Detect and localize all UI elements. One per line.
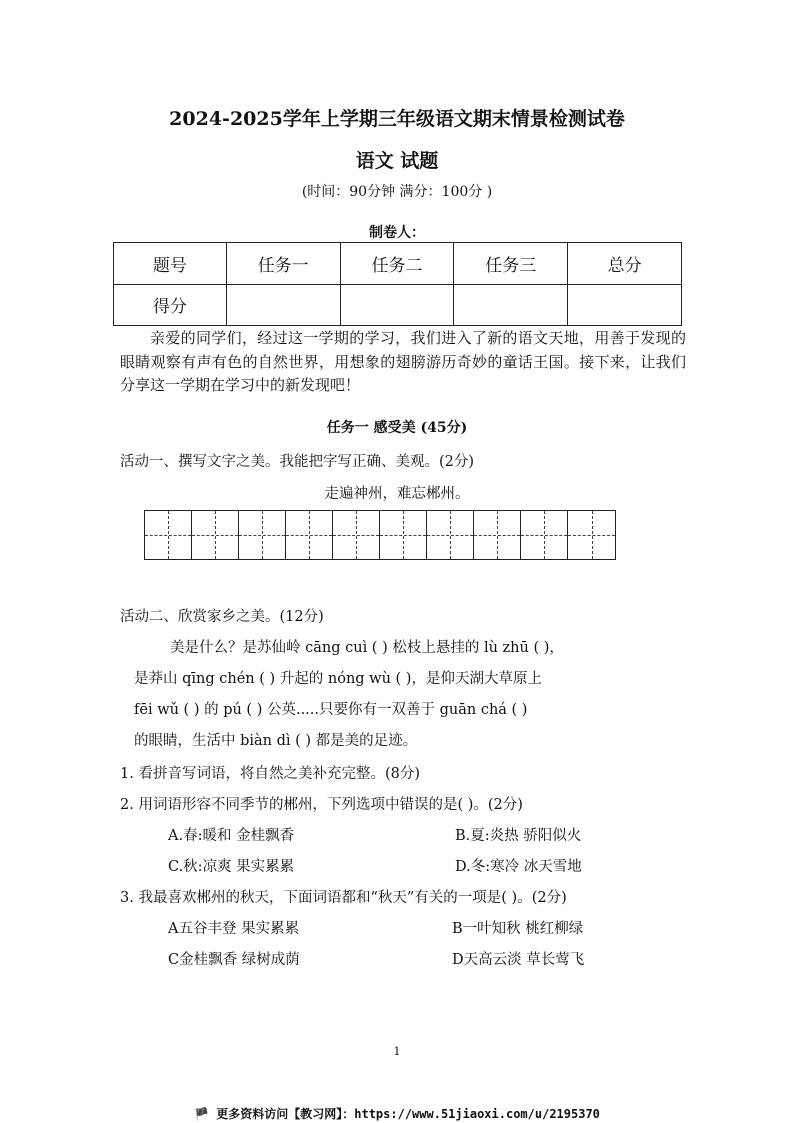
q3-option-c[interactable]: C金桂飘香 绿树成荫 xyxy=(168,952,300,968)
q2-option-b[interactable]: B.夏:炎热 骄阳似火 xyxy=(455,828,582,844)
q3-option-d[interactable]: D天高云淡 草长莺飞 xyxy=(452,952,585,968)
score-header-cell: 任务三 xyxy=(454,243,568,285)
exam-meta: (时间：90分钟 满分：100分 ) xyxy=(301,184,493,200)
activity2-title: 活动二、欣赏家乡之美。(12分) xyxy=(120,609,324,625)
grid-cell[interactable] xyxy=(192,511,239,559)
copy-sentence: 走遍神州，难忘郴州。 xyxy=(324,486,470,502)
grid-cell[interactable] xyxy=(239,511,286,559)
task1-heading: 任务一 感受美 (45分) xyxy=(326,420,468,436)
score-header-cell: 总分 xyxy=(568,243,682,285)
question-2: 2. 用词语形容不同季节的郴州，下列选项中错误的是( )。(2分) xyxy=(120,797,523,813)
grid-cell[interactable] xyxy=(568,511,615,559)
score-cell-task3[interactable] xyxy=(454,284,568,326)
score-table-score-row xyxy=(114,284,682,326)
exam-title: 2024-2025学年上学期三年级语文期末情景检测试卷 xyxy=(169,108,625,130)
score-table xyxy=(113,242,682,326)
q3-option-b[interactable]: B一叶知秋 桃红柳绿 xyxy=(452,921,584,937)
score-row-label: 得分 xyxy=(114,284,227,326)
score-cell-task1[interactable] xyxy=(226,284,340,326)
q3-option-a[interactable]: A五谷丰登 果实累累 xyxy=(168,921,300,937)
passage-line: 美是什么？是苏仙岭 cāng cuì ( ) 松枝上悬挂的 lù zhū ( )， xyxy=(170,640,564,656)
footer-link[interactable]: 🏴 更多资料访问【教习网】：https://www.51jiaoxi.com/u/2195370 xyxy=(194,1107,600,1121)
grid-cell[interactable] xyxy=(145,511,192,559)
writing-grid[interactable] xyxy=(144,510,616,560)
grid-cell[interactable] xyxy=(380,511,427,559)
question-1: 1. 看拼音写词语，将自然之美补充完整。(8分) xyxy=(120,766,420,782)
score-cell-task2[interactable] xyxy=(340,284,454,326)
grid-cell[interactable] xyxy=(427,511,474,559)
passage-line: 是莽山 qīng chén ( ) 升起的 nóng wù ( )，是仰天湖大草原上 xyxy=(134,671,542,687)
score-header-cell: 任务二 xyxy=(340,243,454,285)
page-number: 1 xyxy=(393,1045,401,1058)
question-3: 3. 我最喜欢郴州的秋天，下面词语都和“秋天”有关的一项是( )。(2分) xyxy=(120,890,567,906)
passage-line: 的眼睛，生活中 biàn dì ( ) 都是美的足迹。 xyxy=(134,733,418,749)
q2-option-a[interactable]: A.春:暖和 金桂飘香 xyxy=(168,828,295,844)
activity1-title: 活动一、撰写文字之美。我能把字写正确、美观。(2分) xyxy=(120,454,475,470)
q2-option-c[interactable]: C.秋:凉爽 果实累累 xyxy=(168,859,295,875)
score-cell-total[interactable] xyxy=(568,284,682,326)
intro-paragraph: 亲爱的同学们，经过这一学期的学习，我们进入了新的语文天地，用善于发现的眼睛观察有声有色的自然世界，用想象的翅膀游历奇妙的童话王国。接下来，让我们分享这一学期在学习中的新发现吧！ xyxy=(120,329,686,394)
score-header-cell: 题号 xyxy=(114,243,227,285)
grid-cell[interactable] xyxy=(286,511,333,559)
passage-line: fēi wǔ ( ) 的 pú ( ) 公英.....只要你有一双善于 guān chá ( ) xyxy=(134,702,528,718)
maker-label: 制卷人： xyxy=(369,225,425,241)
grid-cell[interactable] xyxy=(474,511,521,559)
score-table-header-row xyxy=(114,243,682,285)
score-header-cell: 任务一 xyxy=(226,243,340,285)
q2-option-d[interactable]: D.冬:寒冷 冰天雪地 xyxy=(455,859,582,875)
grid-cell[interactable] xyxy=(521,511,568,559)
grid-cell[interactable] xyxy=(333,511,380,559)
exam-subtitle: 语文 试题 xyxy=(355,150,439,172)
